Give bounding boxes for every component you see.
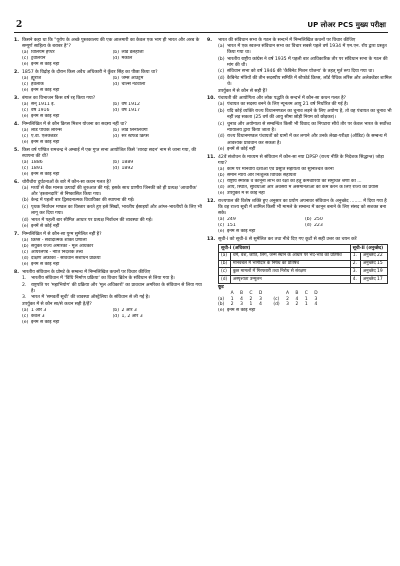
statement (218, 109, 392, 121)
koot-option-label: (d) (273, 302, 280, 308)
option-list (14, 128, 203, 146)
match-table (218, 244, 388, 284)
option-text: आयरलैण्ड - नीति निर्देशक तत्त्व (31, 250, 83, 256)
match-row (219, 276, 388, 284)
match-row (219, 268, 388, 276)
statement (218, 122, 392, 134)
statement (218, 44, 392, 56)
option-label: (c) (22, 250, 29, 256)
question-number: 11. (207, 154, 216, 160)
question-text: निम्नलिखित में से कौन क्रिप्स मिशन योजना का सदस्य नहीं था? (22, 121, 127, 127)
match-row (219, 260, 388, 268)
question (207, 38, 392, 95)
koot-value: 2 (249, 296, 253, 302)
option-text: लॉर्ड डलहौजी (121, 50, 144, 56)
option-label: (c) (218, 223, 225, 229)
option-label: (d) (112, 56, 120, 62)
option-text: ट्रेवेलियन (31, 56, 46, 62)
question-stem (14, 38, 203, 50)
option-list (14, 160, 203, 178)
koot-value: 1 (304, 296, 308, 302)
option-text: 2 और 3 (121, 307, 137, 313)
option-text: संयुक्त राज्य अमेरिका - मूल अधिकार (31, 244, 94, 249)
option-text: आय, स्थिति, सुविधाओं और अवसरों में असमानताओं को कम करने के लिए राज्य का प्रयास (227, 185, 379, 191)
page-header (0, 22, 400, 32)
question-text: चोरीचौरा दुर्घटनाओं के बारे में कौन-सा कथन गलत है? (22, 179, 112, 185)
option-label: (a) (22, 127, 29, 133)
match-label-1: (d) (219, 276, 231, 284)
statement (218, 147, 392, 153)
question-number: 12. (207, 198, 216, 204)
option-text: दक्षिण अफ्रीका - संविधान संशोधन प्रक्रिया (31, 256, 101, 262)
match-label-2: 1. (350, 252, 360, 260)
option-text: केवल 3 (31, 314, 45, 320)
question-number: 7. (14, 231, 19, 237)
statement-label: (a) (218, 44, 225, 50)
statement (22, 186, 203, 198)
option-label: (e) (22, 262, 29, 268)
option-text: 1891 (31, 165, 43, 171)
option-label: (b) (112, 76, 120, 82)
question (14, 270, 203, 326)
koot-value: 4 (259, 302, 262, 308)
option-label: (a) (22, 307, 29, 313)
option-text: इनमें से कोई नहीं (31, 320, 60, 326)
option-label: (b) (112, 50, 120, 56)
option-label: (d) (112, 133, 120, 139)
question-number: 3. (14, 95, 19, 101)
koot-value: 1 (304, 302, 308, 308)
statement-list (207, 102, 392, 153)
option (22, 114, 203, 120)
option-list (14, 50, 203, 68)
option-text: 249 (227, 217, 236, 223)
question-prompt: उपर्युक्त में से कौन सा/से कथन सही है/हैं? (22, 301, 92, 307)
match-item-2: अनुच्छेद 19 (360, 268, 387, 276)
question (14, 232, 203, 269)
option-text: विलियम हण्टर (31, 50, 55, 56)
option (22, 140, 203, 146)
match-label-1: (a) (219, 252, 231, 260)
option-text: 250 (314, 217, 323, 223)
option-text: 1889 (121, 159, 134, 165)
option-text: वर्ष 1917 (121, 108, 140, 114)
koot-value: 2 (295, 302, 299, 308)
option-label: (e) (22, 88, 29, 94)
option-text: इनमें से कोई नहीं (31, 114, 60, 120)
match-row (219, 252, 388, 260)
option-text: 1892 (121, 165, 134, 171)
option-text: काम पर मानवीय दशाओं एवं प्रसूति सहायता की सुनिश्चित करना (227, 166, 334, 172)
match-item-2: अनुच्छेद 22 (360, 252, 387, 260)
match-header-row (219, 245, 388, 253)
option-text: हैवलॉक (31, 82, 44, 88)
option-text: 1886 (31, 159, 43, 165)
question-text: सूची-I को सूची-II से सुमेलित कर तथा नीचे दिए गए कूटों से सही उत्तर का चयन करें (218, 236, 357, 242)
question-prompt: उपर्युक्त में से कौन से सही हैं? (218, 88, 268, 94)
option-text: इनमें से कोई नहीं (31, 88, 60, 94)
header-rule (14, 32, 388, 33)
option-text: चार्ल्स नेटवाला (121, 82, 146, 88)
option (218, 229, 392, 235)
koot-value: 3 (240, 302, 243, 308)
option (22, 88, 203, 94)
statement-text: यदि कोई व्यक्ति राज्य विधानमण्डल का चुनाव लड़ने के लिए अयोग्य है, तो वह पंचायत का चुनाव भी नहीं लड़ सकता (25 वर्ष की आयु सीमा छोड़ी नियम को छोड़कर)। (227, 109, 392, 121)
koot-value: 2 (230, 302, 234, 308)
answer-code-table (218, 291, 321, 308)
match-label-2: 4. (350, 276, 360, 284)
statement (218, 69, 392, 75)
question-text: भारतीय संविधान के प्रोमटे के सम्बन्ध में निम्नलिखित कथनों पर विचार कीजिए (22, 269, 151, 275)
match-item-1: धर्म, वंश, जाति, लिंग, जन्म स्थान के आधार पर भेद-भाव का प्रतिषेध (230, 252, 350, 260)
statement-text: इनमें से कोई नहीं (31, 224, 60, 230)
exam-title: UP लोअर PCS मुख्य परीक्षा (307, 21, 386, 29)
option-label: (e) (22, 62, 29, 68)
match-label-2: 3. (350, 268, 360, 276)
left-column (14, 38, 203, 328)
option-label: (b) (218, 172, 225, 178)
statement (22, 283, 203, 295)
question (14, 38, 203, 68)
option-text: उपर्युक्त में से कोई नहीं (227, 191, 265, 197)
option (22, 62, 203, 68)
koot-label: कूट (218, 284, 224, 290)
option-label: (c) (22, 56, 29, 62)
question-number: 10. (207, 96, 216, 102)
right-column (207, 38, 392, 315)
question-number: 2. (14, 69, 19, 75)
option-label: (e) (218, 307, 225, 313)
option-text: वर्ष 1916 (31, 108, 50, 114)
option-label: (a) (22, 159, 29, 165)
option-label: (c) (22, 133, 29, 139)
page-number: 2 (16, 20, 23, 30)
koot-option-label: (a) (218, 296, 225, 302)
option-label: (e) (22, 320, 29, 326)
statement (22, 224, 203, 230)
koot-value: 3 (314, 296, 318, 302)
match-item-2: अनुच्छेद 15 (360, 260, 387, 268)
statement-label: (c) (218, 121, 225, 127)
question (207, 155, 392, 198)
statement (22, 198, 203, 204)
statement-label: (e) (218, 147, 225, 153)
statement-label: (c) (22, 204, 29, 210)
option-list (207, 217, 392, 235)
statement (218, 76, 392, 88)
option-list (14, 76, 203, 94)
option-text: इनमें से कोई नहीं (227, 307, 256, 313)
option-label: (d) (112, 108, 120, 114)
option-label: (c) (22, 82, 29, 88)
koot-value: 4 (240, 296, 243, 302)
match-item-2: अनुच्छेद 17 (360, 276, 387, 284)
option-label: (d) (305, 223, 312, 229)
match-label-1: (b) (219, 260, 231, 268)
statement-label: (a) (218, 102, 225, 108)
koot-value: 1 (230, 296, 234, 302)
question (207, 96, 392, 153)
option-text: इनमें से कोई नहीं (31, 171, 60, 177)
question-number: 4. (14, 121, 19, 127)
statement-list (14, 276, 203, 301)
option-label: (d) (22, 256, 29, 262)
statement-label: 1. (22, 275, 27, 281)
match-header-list2: सूची-II (अनुच्छेद) (350, 245, 387, 253)
option-label: (c) (22, 314, 29, 320)
koot-col-header: D (314, 291, 318, 297)
question (14, 148, 203, 178)
statement-text: भारतीय राष्ट्रीय कांग्रेस ने वर्ष 1935 में पहली बार आधिकारिक तौर पर संविधान सभा के गठन की मांग की थी। (227, 56, 388, 68)
statement-list (14, 186, 203, 231)
question (207, 199, 392, 236)
option-text: लॉर्ड लिनलिथगो (121, 127, 148, 133)
option-text: वर्ष 1912 (121, 101, 140, 107)
koot-col-header: C (249, 291, 253, 297)
statement-label: (b) (218, 56, 225, 62)
option-list (14, 102, 203, 120)
question-text: निम्नलिखित में से कौन-सा युग्म सुमेलित नहीं है? (22, 231, 102, 237)
question-text: बंगाल का विभाजन किस वर्ष रद्द किया गया? (22, 95, 96, 101)
question-number: 6. (14, 179, 19, 185)
option-label: (e) (218, 191, 225, 197)
option-label: (b) (22, 244, 29, 249)
question (207, 237, 392, 314)
option-list (14, 308, 203, 326)
option-label: (e) (22, 140, 29, 145)
statement (22, 218, 203, 224)
option-label: (e) (22, 171, 29, 177)
statement (22, 295, 203, 301)
option-label: (d) (218, 185, 225, 191)
question-text: किसने कहा था कि "यूरोप के अच्छे पुस्तकालय की एक आलमारी का केवल एक भाग ही भारत और अरब के सम्पूर्ण साहित्य के बराबर है"? (22, 38, 200, 50)
option-list (207, 167, 392, 197)
question-stem (207, 237, 392, 243)
statement (218, 57, 392, 69)
option-text: इनमें से कोई नहीं (31, 262, 60, 268)
statement-text: भारत में 'समवर्ती सूची' की व्यवस्था ऑस्ट्रेलिया के संविधान से ली गई है। (31, 295, 150, 301)
option-label: (c) (22, 165, 29, 171)
statement (22, 205, 203, 217)
question-text: पंचायती की आयोगिता और लोक पद्धति के सन्दर्भ में कौन-सा कथन गलत है? (218, 96, 346, 102)
option-label: (b) (112, 101, 120, 107)
statement-label: (e) (22, 224, 29, 230)
question-text: राज्यपाल की विशेष शक्ति हुए अनुसार का प्रयोग अपनावर संविधान के अनुच्छेद ........ में दिया गया है कि वह राज्य सूची में शामिल किसी भी मामले के सम्बन्ध में कानून बनाने के लिए संसद को सशक्त बना सके। (218, 198, 387, 217)
koot-col-header: A (286, 291, 290, 297)
option-text: इनमें से कोई नहीं (227, 229, 256, 235)
question-number: 13. (207, 236, 216, 242)
question (14, 70, 203, 94)
option-text: इनमें से कोई नहीं (31, 140, 60, 145)
statement-list (207, 44, 392, 88)
statement-text: चुनाव और अयोग्यता से सम्बन्धित किसी भी विवाद का निपटारा सीधे तौर पर केवल भारत के सर्वोच्च न्यायालय द्वारा किया जाता है। (227, 121, 391, 133)
option-text: जेम्स आउट्रम (121, 76, 144, 82)
match-label-1: (c) (219, 268, 231, 276)
option-text: समान न्याय और निःशुल्क विधिक सहायता (227, 172, 297, 178)
statement-text: भारत में पहली बार सीमित आधार पर प्रत्यक्ष निर्वाचन की व्यवस्था की गई। (31, 217, 153, 223)
option (207, 308, 392, 314)
statement-label: (b) (218, 109, 225, 115)
option-text: 1 और 3 (31, 307, 47, 313)
statement-text: कैबिनेट मंत्रियों की तीन सदस्यीय समिति में स्टैफोर्ड क्रिप्स, लॉर्ड पैथिक लॉरेंस और अलेक्जेंडर शामिल थे। (227, 76, 392, 88)
option-label: (d) (112, 82, 120, 88)
option (22, 172, 203, 178)
match-item-1: कुछ मामलों में गिरफ्तारी तथा निरोध से संरक्षण (230, 268, 350, 276)
option-text: लॉर्ड पैथिक लॉरेन्स (31, 127, 62, 133)
koot-option-label: (b) (218, 302, 225, 308)
koot-value: 3 (259, 296, 262, 302)
statement (218, 102, 392, 108)
option-text: 1, 2 और 3 (121, 314, 143, 320)
option-label: (a) (22, 237, 29, 243)
statement-label: (d) (218, 134, 225, 140)
option-label: (b) (112, 307, 120, 313)
statement (22, 276, 203, 282)
statement (218, 134, 392, 146)
option-label: (c) (218, 179, 225, 185)
question-text: किस वर्ष पण्डित रामचन्द्र ने अम्बाई में एक गुप्त सभा आयोजित किसे 'शारदा सदन' नाम से जाना गया, की स्थापना की थी? (22, 147, 197, 159)
option (22, 320, 203, 326)
statement-label: 2. (22, 282, 27, 288)
statement-text: संविधान सभा को वर्ष 1946 की 'कैबिनेट मिशन योजना' के तहत् मूर्त रूप दिया गया था। (227, 69, 375, 75)
option-label: (c) (22, 108, 29, 114)
statement-text: पृथक निर्वाचन मण्डल का विस्तार करते हुए इसे सिखों, भारतीय ईसाइयों और आंग्ल-भारतीयों के लिए भी लागू कर दिया गया। (31, 204, 202, 217)
koot-value: 1 (249, 302, 253, 308)
option-text: राष्ट्रीय स्मारक व कानूनी लाभ की रक्षा की हेतु कर्मचारियों को समुचित श्रेणी की ... (227, 179, 362, 185)
statement-text: मध्यों से बैंक मानक उत्पादों की शुरुआत की गई; इसके साथ प्राणीय जिनकी को ही प्रत्यक्ष 'आधारीक' और 'इस्तानदारि' से निष्कासित किया गया। (31, 185, 198, 197)
option-text: 151 (227, 223, 236, 229)
match-item-1: अस्पृश्यता उन्मूलन (230, 276, 350, 284)
question-number: 9. (207, 38, 212, 43)
question-text: भारत की संविधान सभा के गठन के सन्दर्भ में निम्नलिखित कथनों पर विचार कीजिए (218, 38, 356, 43)
statement-text: पंचायत का सदस्य बनने के लिए न्यूनतम आयु 21 वर्ष निर्धारित की गई है। (227, 102, 349, 108)
option-label: (b) (305, 217, 312, 223)
option-list (14, 238, 203, 268)
koot-value: 4 (295, 296, 299, 302)
koot-col-header: B (239, 291, 243, 297)
question-number: 8. (14, 269, 19, 275)
statement-label: (a) (22, 185, 29, 191)
option-text: ह्यूरोज (31, 76, 42, 82)
match-header-list1: सूची-I (अधिकार) (219, 245, 351, 253)
option-label: (a) (22, 50, 29, 56)
option-text: मैकाले (121, 56, 133, 62)
option-text: सन् 1911 ई. (31, 101, 55, 107)
option-label: (b) (112, 127, 120, 133)
question (14, 122, 203, 146)
option-text: ए.वी. एलेक्जेंडर (31, 133, 58, 139)
question-text: 1857 के विद्रोह के दौरान किस अवैध अधिकारी ने कुँवर सिंह का पीछा किया था? (22, 69, 158, 75)
option-text: इनमें से कोई नहीं (31, 62, 60, 68)
option-label: (d) (112, 314, 120, 320)
statement-text: इनमें से कोई नहीं (227, 147, 256, 153)
statement-label: 3. (22, 295, 27, 301)
question (14, 96, 203, 120)
statement-text: केन्द्र में पहली बार द्विसदनात्मक विधायिका की स्थापना की गई। (31, 198, 135, 204)
option-text: 223 (314, 223, 323, 229)
question-number: 1. (14, 38, 19, 43)
question-text: 42वें संशोधन के माध्यम से संविधान में कौन-सा नया DPSP (राज्य नीति के निदेशक सिद्धान्त) जोड़ा गया? (218, 154, 384, 166)
option-label: (b) (112, 159, 120, 165)
option (22, 262, 203, 268)
koot-option-label: (c) (273, 296, 280, 302)
statement-text: भारतीय संविधान में 'विधि निर्माण प्रक्रिया' का विचार ब्रिटेन के संविधान से लिया गया है। (31, 275, 175, 281)
koot-col-header: C (304, 291, 308, 297)
statement-text: राज्य विधानमण्डल पंचायतों को ग्रामों में कर लगाने और उनके लेखा-परीक्षा (ऑडिट) के सम्बन्ध में आवश्यक प्रावधान कर सकता है। (227, 134, 387, 146)
koot-col-header: A (230, 291, 234, 297)
option-label: (a) (22, 76, 29, 82)
option-label: (a) (218, 217, 225, 223)
question-number: 5. (14, 147, 19, 153)
question-stem (14, 148, 203, 160)
koot-value: 3 (286, 302, 289, 308)
question (14, 180, 203, 231)
koot-col-header: D (258, 291, 263, 297)
option-label: (a) (218, 166, 225, 172)
question-stem (207, 155, 392, 167)
statement-label: (c) (218, 69, 225, 75)
option-label: (e) (218, 229, 225, 235)
question-stem (207, 199, 392, 217)
koot-value: 4 (314, 302, 318, 308)
koot-col-header: B (295, 291, 299, 297)
option-label: (d) (112, 165, 120, 171)
match-item-1: मानवबल में भागीदार के निषेध का प्रतिषेध (230, 260, 350, 268)
option-label: (a) (22, 101, 29, 107)
option-text: क्रिप्स - संवादात्मक शक्ति प्रणाली (31, 237, 87, 243)
statement-text: राष्ट्रपति पर 'महाभियोग' की प्रक्रिया और 'मूल अधिकारों' का प्रावधान अमरिका के संविधान से लिया गया है। (31, 282, 202, 294)
statement-label: (d) (22, 217, 29, 223)
statement-text: भारत में एक स्वतन्त्र संविधान सभा का विचार सबसे पहले वर्ष 1934 में एम.एन. रॉय द्वारा प्रस्तुत किया गया था। (227, 44, 387, 56)
option (218, 191, 392, 197)
option-text: सर स्टैफर्ड क्रिप्स (121, 133, 149, 139)
statement-label: (d) (218, 76, 225, 82)
option-label: (e) (22, 114, 29, 120)
koot-value: 2 (286, 296, 289, 302)
match-label-2: 2. (350, 260, 360, 268)
statement-label: (b) (22, 198, 29, 204)
